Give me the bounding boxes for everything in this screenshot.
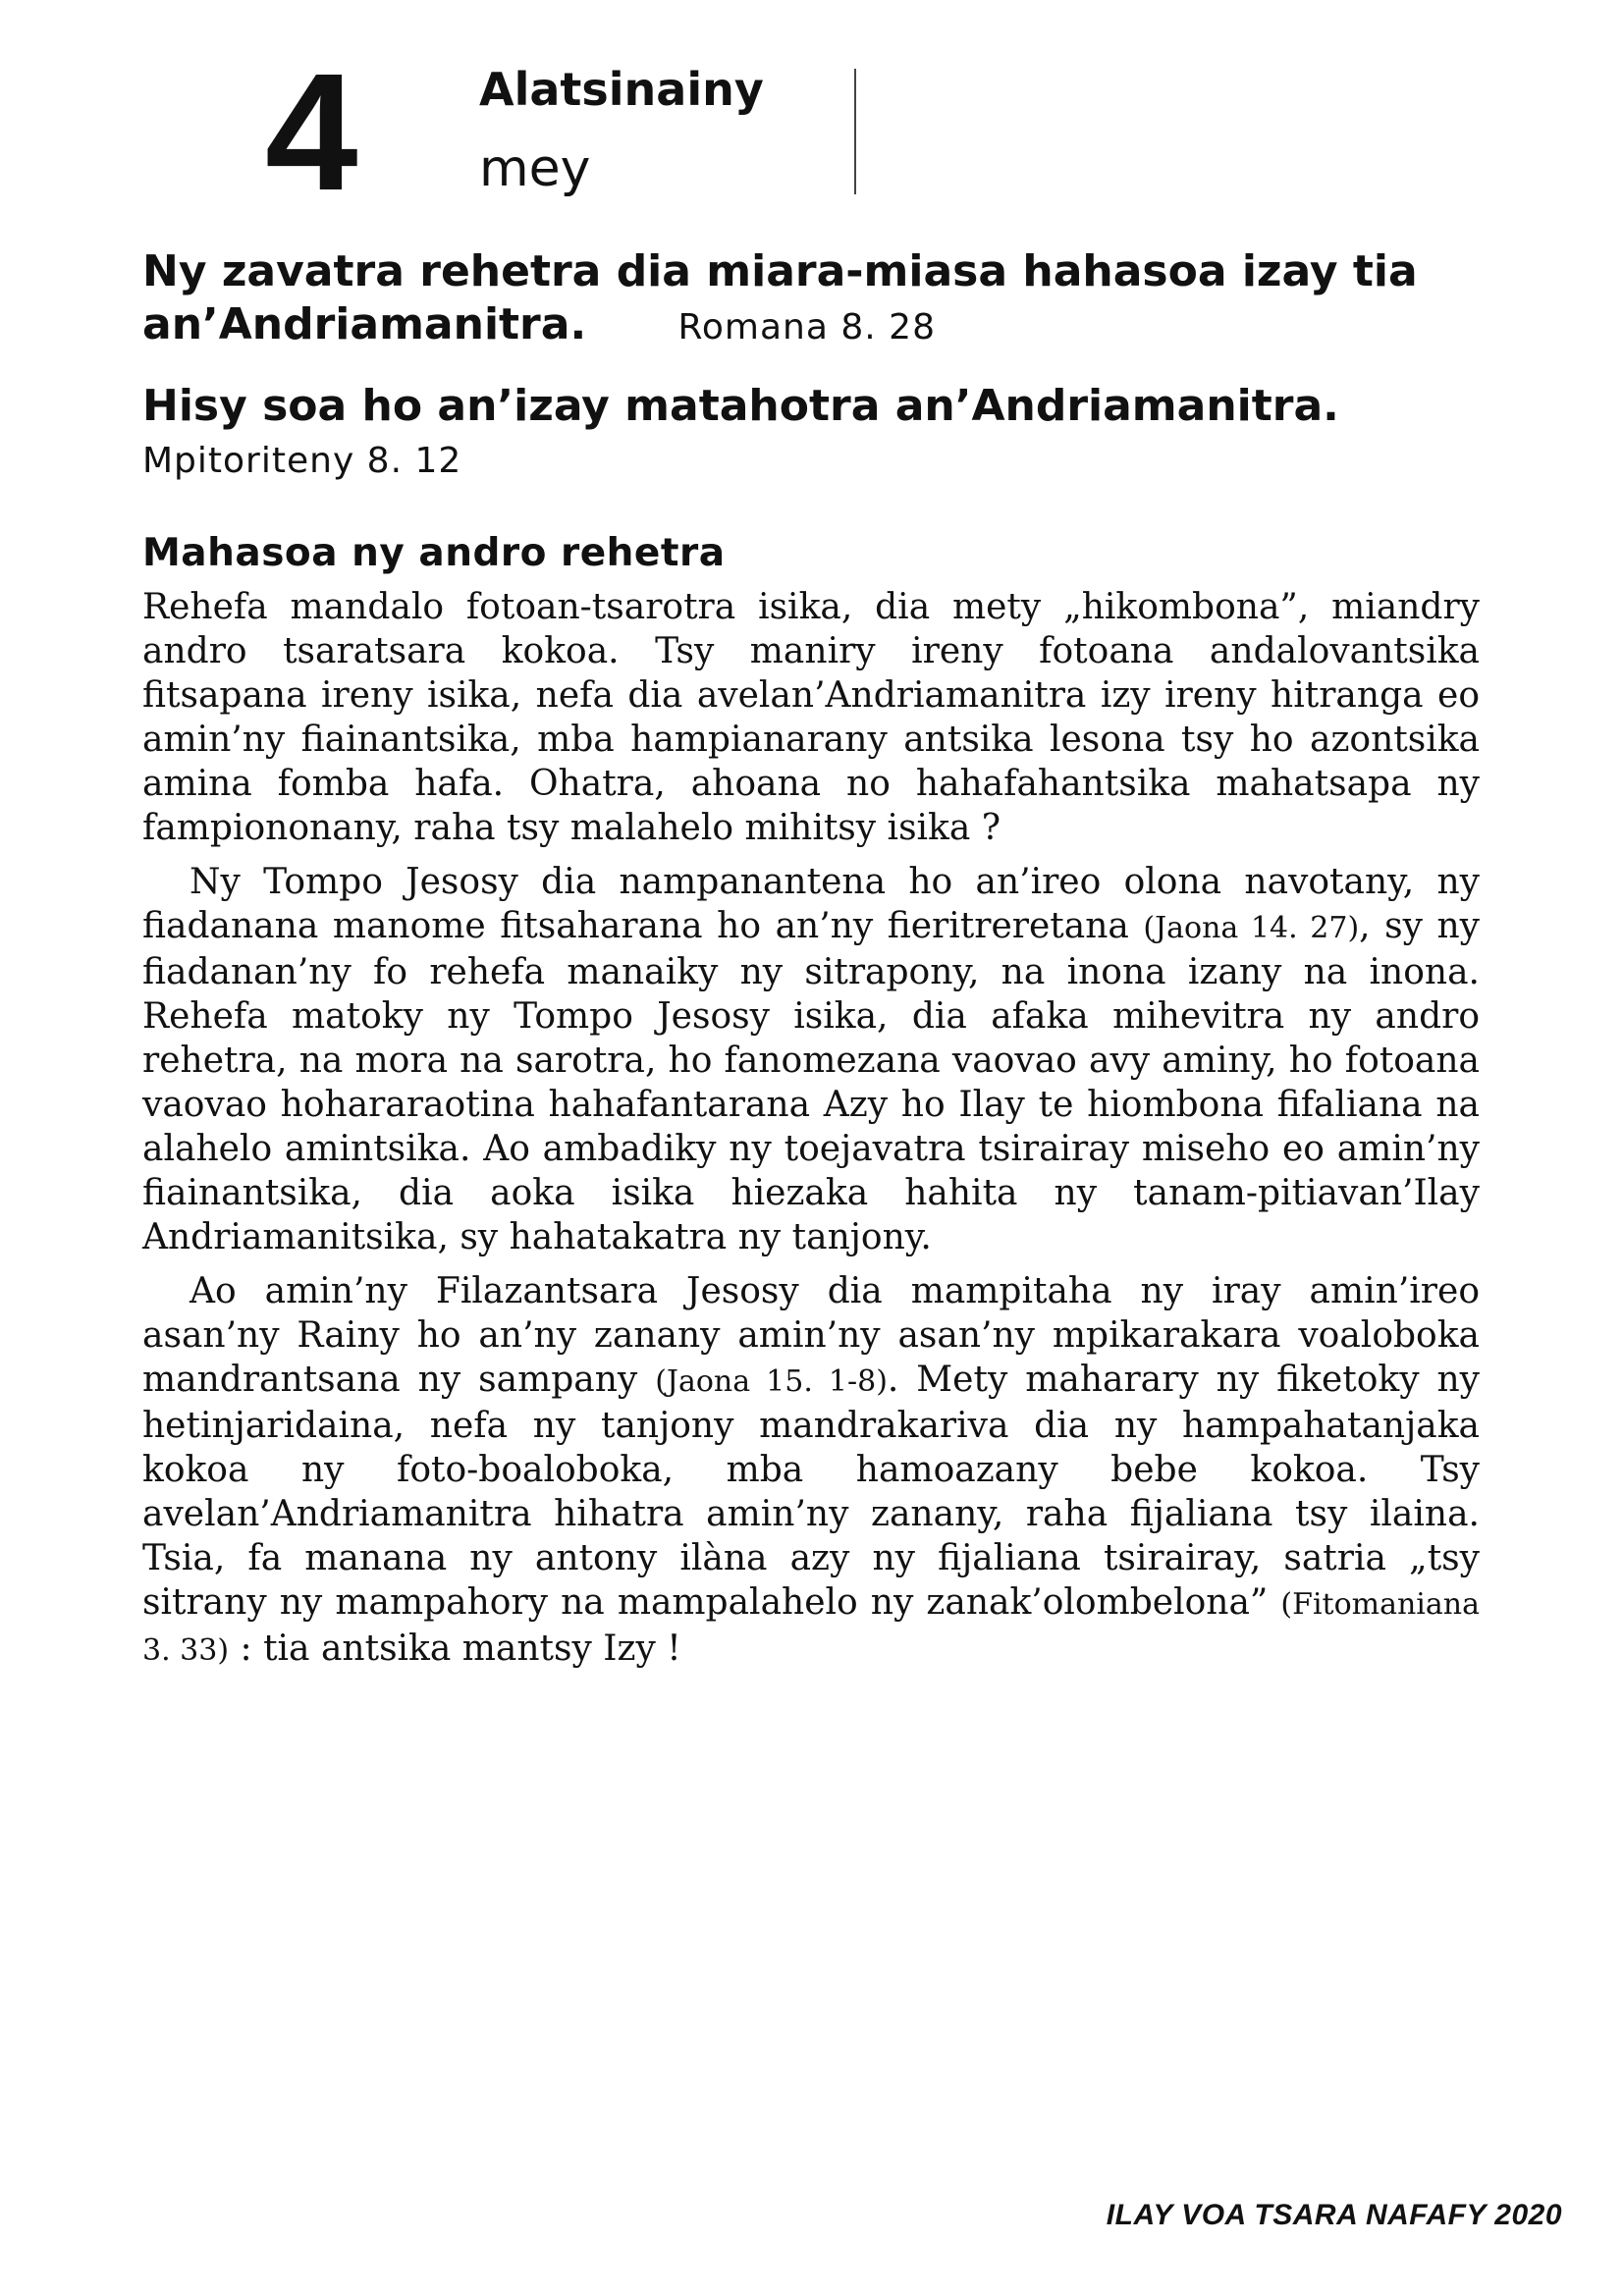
verse-primary-reference: Romana 8. 28 xyxy=(677,307,936,347)
weekday-label: Alatsinainy xyxy=(479,63,764,116)
devotion-body xyxy=(142,585,1480,1673)
verse-secondary xyxy=(142,380,1488,433)
paragraph-text: Ny Tompo Jesosy dia nampanantena ho an’ireo olona navotany, ny fiadanana manome fitsaharana ho an’ny fieritreretana xyxy=(142,862,1480,946)
scripture-citation: (Fitomaniana 3. 33) xyxy=(142,1587,1480,1668)
paragraph-text: . Mety maharary ny fiketoky ny hetinjaridaina, nefa ny tanjony mandrakariva dia ny hampahatanjaka kokoa ny foto-boaloboka, mba hamoazany bebe kokoa. Tsy avelan’Andriamanitra hihatra amin’ny zanany, raha fijaliana tsy ilaina. Tsia, fa manana ny antony ilàna azy ny fijaliana tsirairay, satria „tsy sitrany ny mampahory na mampalahelo ny zanak’olombelona” xyxy=(142,1360,1481,1623)
scripture-citation: (Jaona 15. 1-8) xyxy=(655,1364,888,1399)
devotion-paragraph xyxy=(142,1269,1480,1673)
paragraph-text: Rehefa mandalo fotoan-tsarotra isika, dia mety „hikombona”, miandry andro tsaratsara kokoa. Tsy maniry ireny fotoana andalovantsika fitsapana ireny isika, nefa dia avelan’Andriamanitra izy ireny hitranga eo amin’ny fiainantsika, mba hampianarany antsika lesona tsy ho azontsika amina fomba hafa. Ohatra, ahoana no hahafahantsika mahatsapa ny fampiononany, raha tsy malahelo mihitsy isika ? xyxy=(142,587,1480,848)
verse-secondary-text: Hisy soa ho an’izay matahotra an’Andriamanitra. xyxy=(142,381,1339,431)
date-header xyxy=(265,39,874,226)
verse-primary-text: Ny zavatra rehetra dia miara-miasa hahasoa izay tia an’Andriamanitra. xyxy=(142,246,1418,349)
devotion-paragraph xyxy=(142,585,1480,850)
month-label: mey xyxy=(479,139,591,198)
verse-primary xyxy=(142,245,1488,354)
scripture-citation: (Jaona 14. 27) xyxy=(1143,911,1360,945)
paragraph-text: , sy ny fiadanan’ny fo rehefa manaiky ny sitrapony, na inona izany na inona. Rehefa matoky ny Tompo Jesosy isika, dia afaka mihevitra ny andro rehetra, na mora na sarotra, ho fanomezana vaovao avy aminy, ho fotoana vaovao hohararaotina hahafantarana Azy ho Ilay te hiombona fifaliana na alahelo amintsika. Ao ambadiky ny toejavatra tsirairay miseho eo amin’ny fiainantsika, dia aoka isika hiezaka hahita ny tanam-pitiavan’Ilay Andriamanitsika, sy hahatakatra ny tanjony. xyxy=(142,906,1481,1257)
paragraph-text: : tia antsika mantsy Izy ! xyxy=(229,1629,681,1669)
day-number: 4 xyxy=(265,39,358,226)
verse-secondary-reference: Mpitoriteny 8. 12 xyxy=(142,441,462,481)
devotion-paragraph xyxy=(142,860,1480,1259)
devotion-title: Mahasoa ny andro rehetra xyxy=(142,531,726,575)
paragraph-text: Ao amin’ny Filazantsara Jesosy dia mampitaha ny iray amin’ireo asan’ny Rainy ho an’ny zanany amin’ny asan’ny mpikarakara voaloboka mandrantsana ny sampany xyxy=(142,1271,1480,1400)
header-divider xyxy=(854,69,856,194)
footer-publication-title: ILAY VOA TSARA NAFAFY 2020 xyxy=(1106,2199,1562,2231)
